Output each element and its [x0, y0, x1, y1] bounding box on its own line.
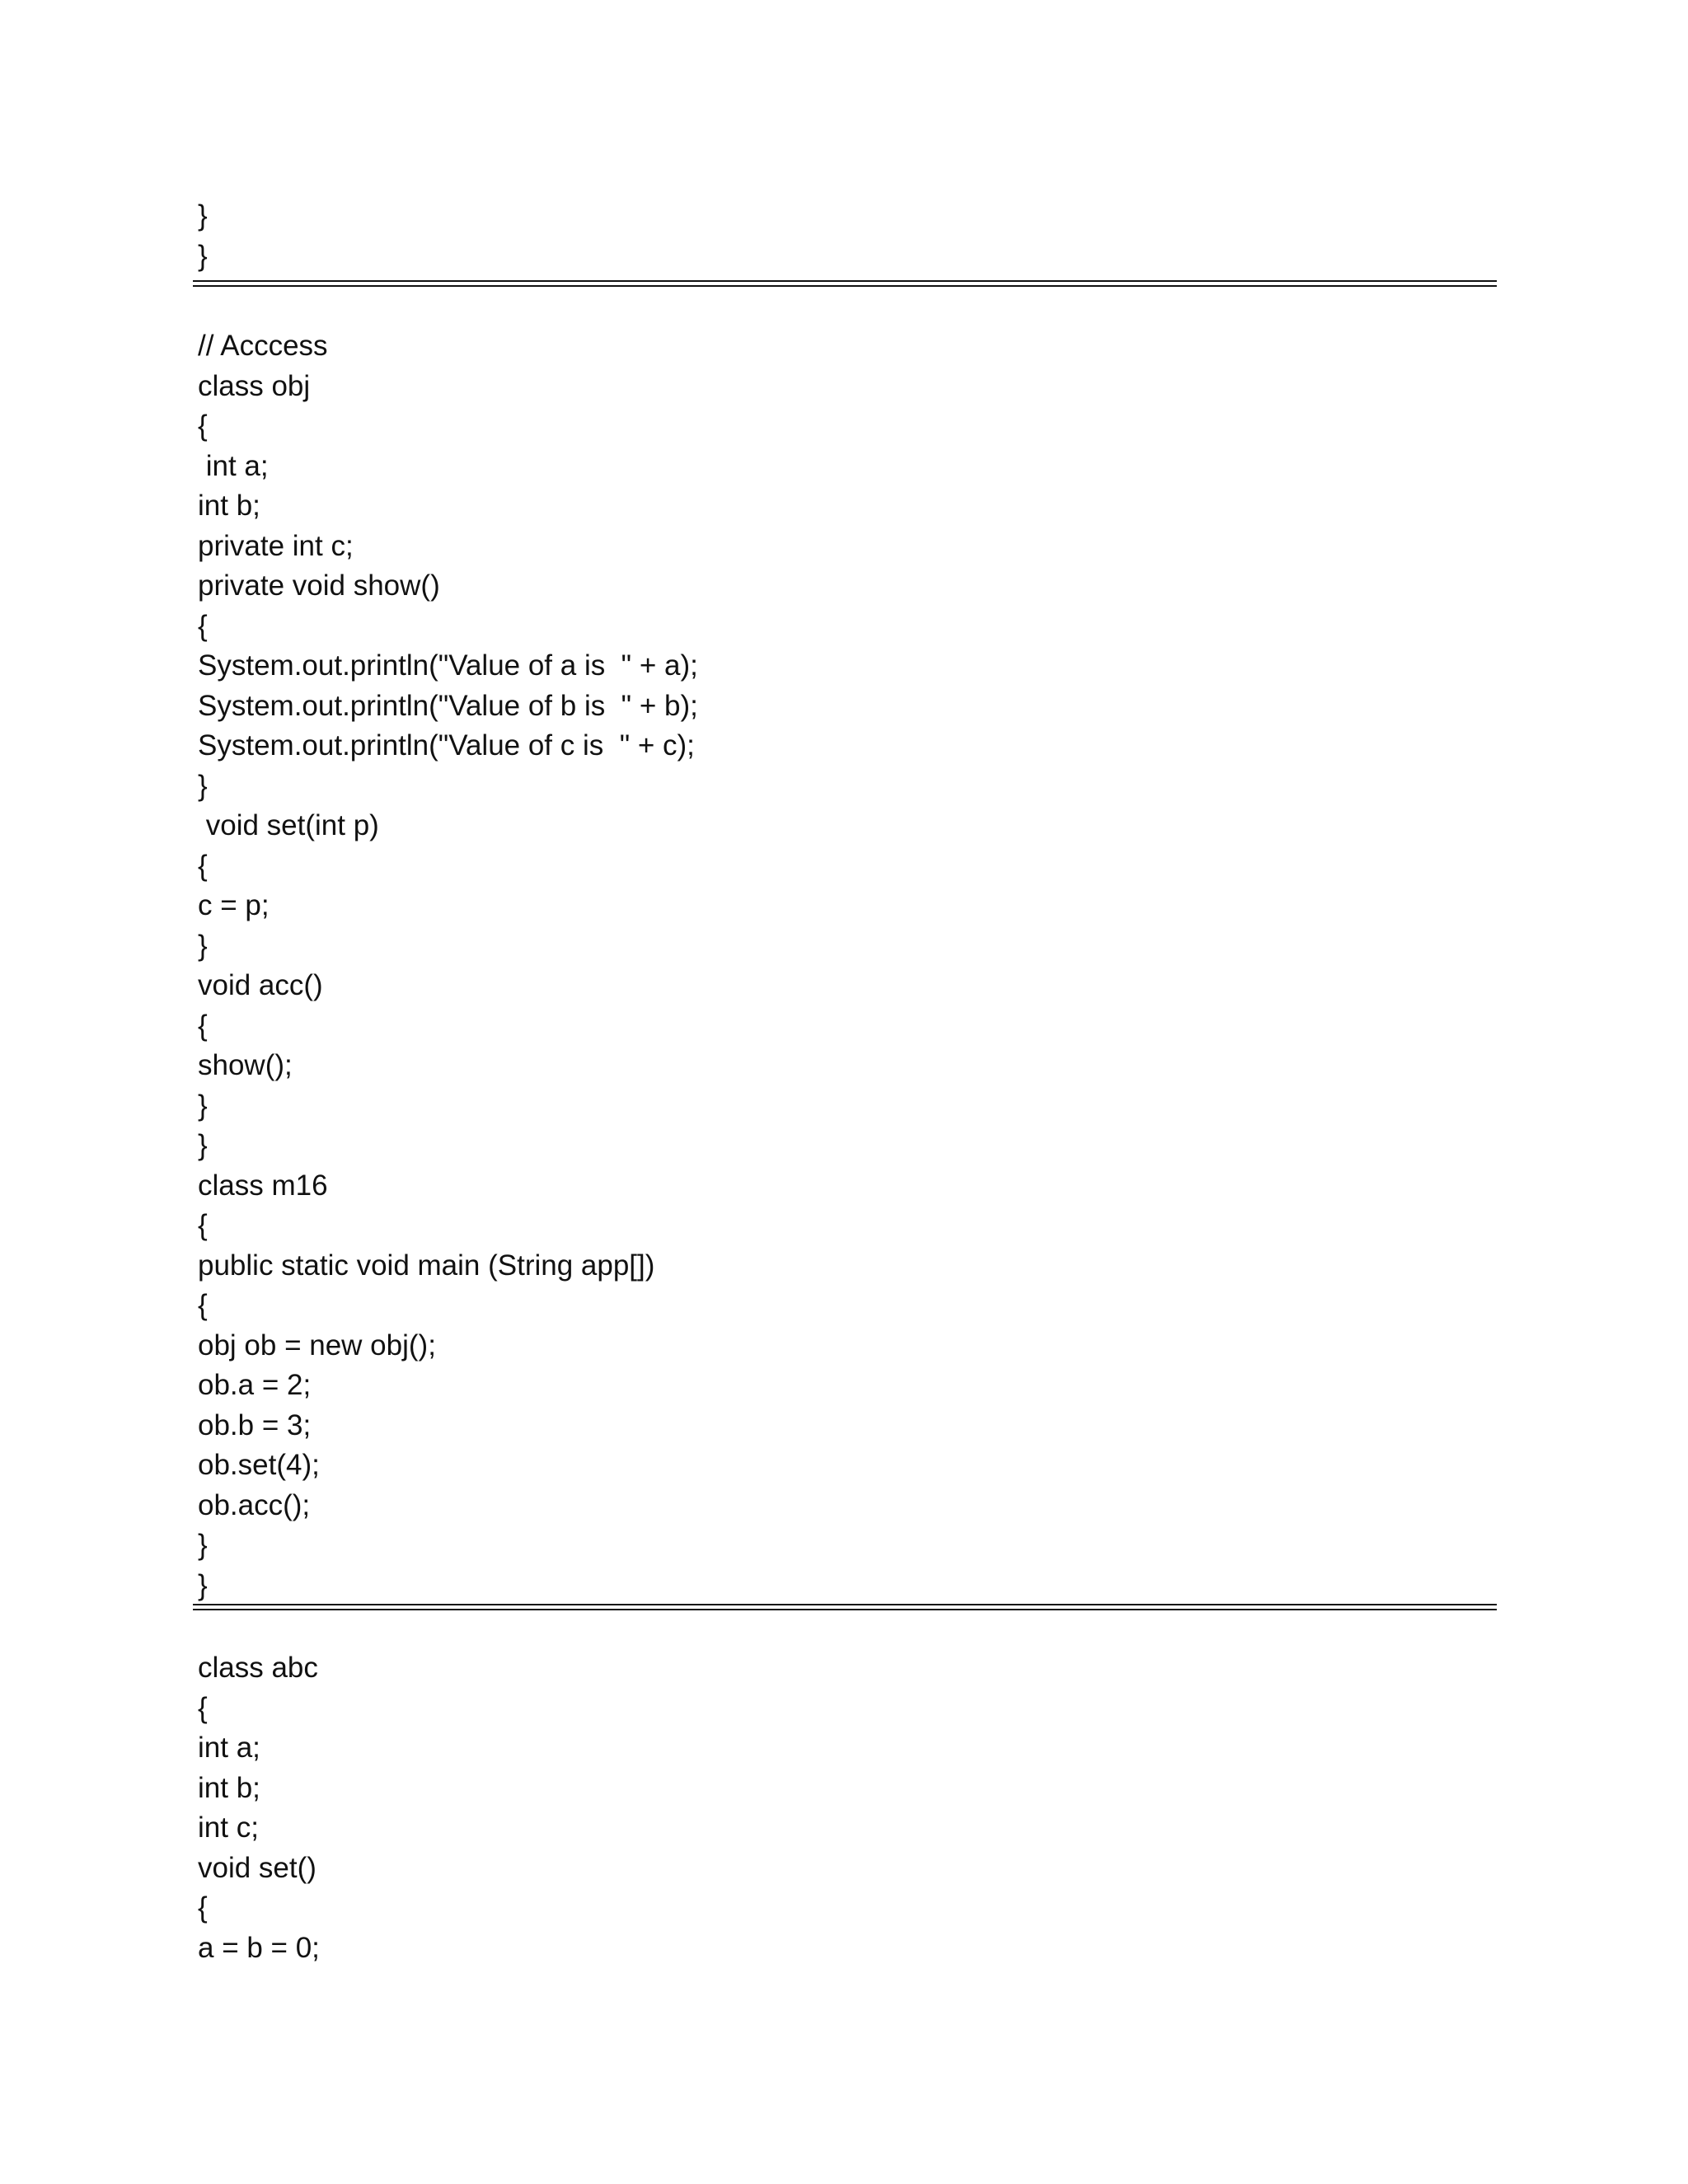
code-line: c = p; [198, 889, 270, 921]
code-line: } [198, 769, 208, 802]
code-line: ob.set(4); [198, 1449, 320, 1481]
code-block-closing-braces [198, 196, 208, 276]
code-line: show(); [198, 1049, 293, 1081]
code-line: void set() [198, 1851, 316, 1884]
code-line: a = b = 0; [198, 1931, 320, 1964]
double-rule-divider [193, 280, 1497, 287]
code-line: { [198, 1691, 208, 1724]
code-line: System.out.println("Value of a is " + a); [198, 649, 698, 682]
code-line: int b; [198, 490, 260, 522]
code-line: obj ob = new obj(); [198, 1329, 436, 1361]
code-line: int a; [198, 449, 269, 482]
code-line: System.out.println("Value of c is " + c); [198, 729, 695, 762]
code-line: void acc() [198, 969, 323, 1001]
code-block-access-example [198, 326, 698, 1605]
code-line: { [198, 1209, 208, 1241]
code-line: { [198, 1009, 208, 1042]
code-line: // Acccess [198, 330, 328, 362]
code-line: } [198, 199, 208, 232]
code-line: ob.a = 2; [198, 1369, 312, 1401]
code-line: } [198, 239, 208, 272]
code-line: } [198, 1129, 208, 1161]
code-line: ob.b = 3; [198, 1408, 312, 1441]
code-line: { [198, 1289, 208, 1321]
double-rule-divider [193, 1604, 1497, 1610]
code-line: void set(int p) [198, 809, 379, 841]
code-line: class abc [198, 1652, 318, 1684]
code-line: int a; [198, 1732, 260, 1764]
code-line: private int c; [198, 529, 354, 562]
code-line: } [198, 929, 208, 962]
code-line: System.out.println("Value of b is " + b); [198, 689, 698, 722]
code-line: int b; [198, 1771, 260, 1804]
code-line: class obj [198, 369, 311, 402]
code-line: { [198, 609, 208, 642]
code-line: { [198, 849, 208, 882]
code-line: class m16 [198, 1169, 328, 1202]
code-line: { [198, 410, 208, 442]
code-line: } [198, 1529, 208, 1561]
code-block-abc-class [198, 1648, 320, 1968]
code-line: int c; [198, 1811, 259, 1844]
code-line: public static void main (String app[]) [198, 1249, 655, 1282]
code-line: ob.acc(); [198, 1488, 311, 1521]
code-line: } [198, 1089, 208, 1122]
code-line: { [198, 1891, 208, 1924]
code-line: private void show() [198, 569, 440, 602]
code-line: } [198, 1568, 208, 1601]
